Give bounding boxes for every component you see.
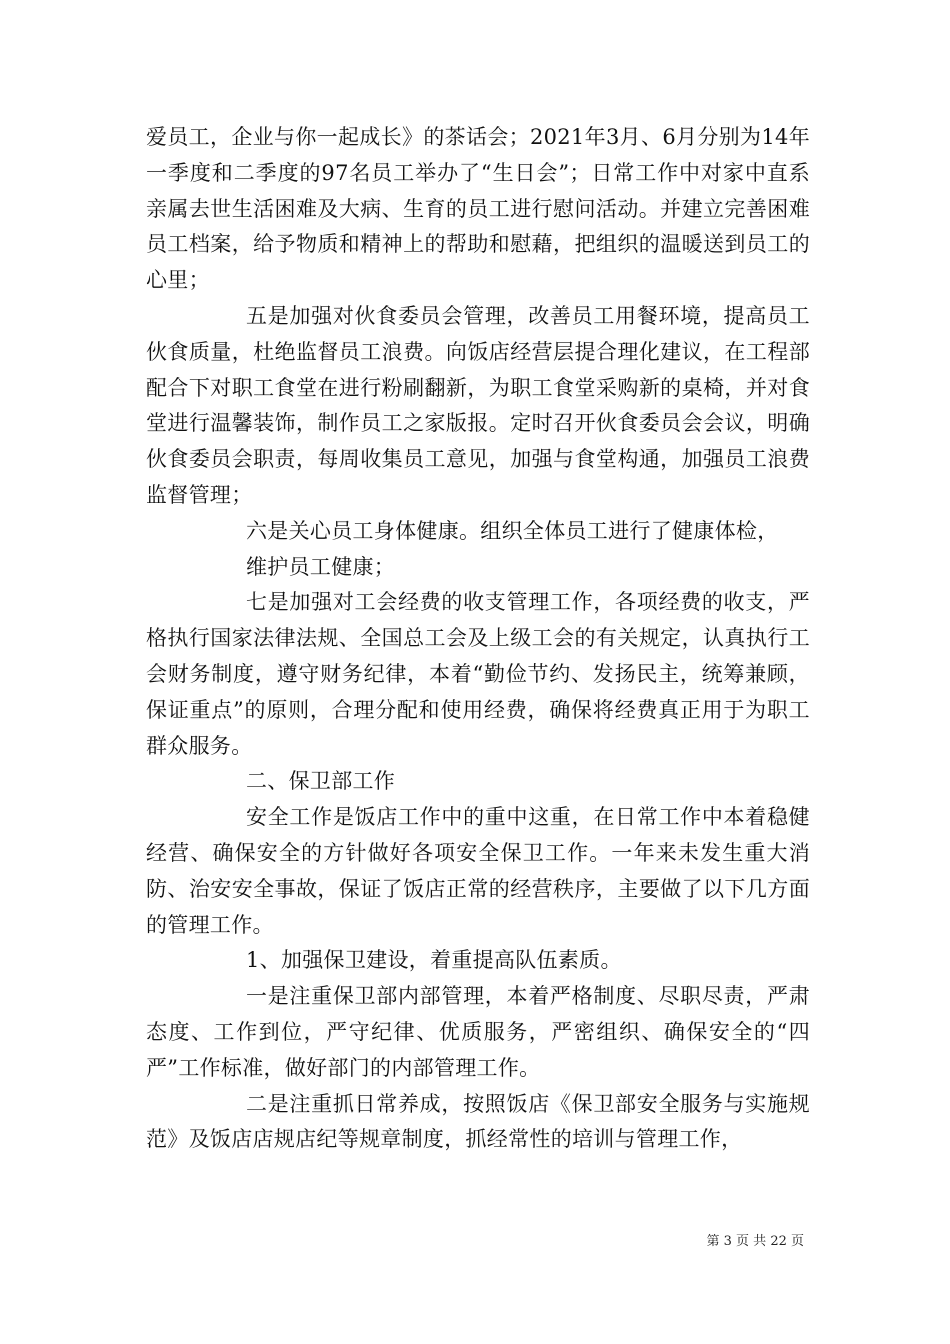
paragraph: 六是关心员工身体健康。组织全体员工进行了健康体检， — [246, 518, 779, 543]
document-body — [146, 120, 810, 1158]
paragraph: 维护员工健康； — [246, 554, 396, 579]
subsection-heading: 1、加强保卫建设，着重提高队伍素质。 — [246, 948, 622, 973]
section-heading: 二、保卫部工作 — [246, 769, 396, 794]
paragraph: 七是加强对工会经费的收支管理工作，各项经费的收支，严格执行国家法律法规、全国总工会及上级工会的有关规定，认真执行工会财务制度，遵守财务纪律，本着“勤俭节约、发扬民主，统筹兼顾，保证重点”的原则，合理分配和使用经费，确保将经费真正用于为职工群众服务。 — [146, 590, 810, 758]
paragraph: 一是注重保卫部内部管理，本着严格制度、尽职尽责，严肃态度、工作到位，严守纪律、优质服务，严密组织、确保安全的“四严”工作标准，做好部门的内部管理工作。 — [146, 984, 810, 1080]
page-number: 第 3 页 共 22 页 — [706, 1234, 804, 1249]
paragraph: 爱员工，企业与你一起成长》的茶话会；2021年3月、6月分别为14年一季度和二季度的97名员工举办了“生日会”；日常工作中对家中直系亲属去世生活困难及大病、生育的员工进行慰问活动。并建立完善困难员工档案，给予物质和精神上的帮助和慰藉，把组织的温暖送到员工的心里； — [146, 125, 810, 293]
paragraph: 五是加强对伙食委员会管理，改善员工用餐环境，提高员工伙食质量，杜绝监督员工浪费。向饭店经营层提合理化建议，在工程部配合下对职工食堂在进行粉刷翻新，为职工食堂采购新的桌椅，并对食堂进行温馨装饰，制作员工之家版报。定时召开伙食委员会会议，明确伙食委员会职责，每周收集员工意见，加强与食堂构通，加强员工浪费监督管理； — [146, 303, 810, 507]
paragraph: 安全工作是饭店工作中的重中这重，在日常工作中本着稳健经营、确保安全的方针做好各项安全保卫工作。一年来未发生重大消防、治安安全事故，保证了饭店正常的经营秩序，主要做了以下几方面的管理工作。 — [146, 805, 810, 937]
paragraph: 二是注重抓日常养成，按照饭店《保卫部安全服务与实施规范》及饭店店规店纪等规章制度，抓经常性的培训与管理工作， — [146, 1091, 810, 1152]
